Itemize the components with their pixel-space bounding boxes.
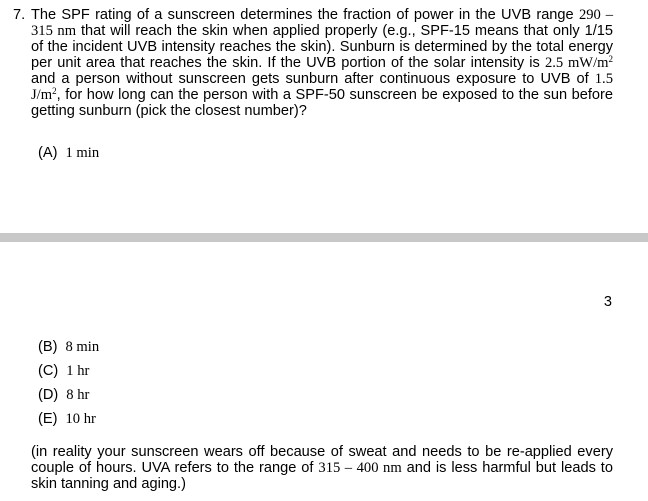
page-divider [0, 233, 648, 242]
uva-range: 315 – 400 nm [318, 460, 402, 476]
choice-label: (C) [38, 363, 59, 379]
footnote-text-part-2: and is less harmful but leads to skin tanning and aging.) [31, 460, 613, 492]
solar-intensity-value: 2.5 $mW/m^2$ [544, 54, 613, 71]
choice-e [38, 410, 96, 428]
question-text-part-4: , for how long can the person with a SPF-50 sunscreen be exposed to the sun before getting sunburn (pick the closest number)? [31, 87, 613, 119]
choice-value: 8 hr [66, 387, 90, 403]
choice-label: (A) [38, 145, 58, 161]
choice-b [38, 338, 99, 356]
sunburn-dose-value: 1.5 $J/m^2$ [31, 71, 613, 103]
footnote-text-part-1: (in reality your sunscreen wears off because of sweat and needs to be re-applied every couple of hours. UVA refers to the range of [31, 444, 613, 476]
question-7 [13, 7, 613, 119]
choice-label: (E) [38, 411, 58, 427]
question-text-part-1: The SPF rating of a sunscreen determines the fraction of power in the UVB range [31, 7, 574, 23]
choice-label: (D) [38, 387, 59, 403]
choice-c [38, 362, 89, 380]
choice-label: (B) [38, 339, 58, 355]
wavelength-range-end: 315 nm [31, 23, 77, 39]
wavelength-range-start: 290 – [578, 7, 614, 23]
choice-value: 8 min [65, 339, 100, 355]
choice-value: 1 min [65, 145, 100, 161]
question-number: 7. [13, 7, 26, 23]
question-text [31, 7, 613, 119]
choice-value: 10 hr [65, 411, 96, 427]
choice-value: 1 hr [66, 363, 90, 379]
footnote [31, 444, 613, 492]
choice-d [38, 386, 89, 404]
question-text-part-3: and a person without sunscreen gets sunburn after continuous exposure to UVB of [31, 71, 589, 87]
choice-a [38, 144, 99, 162]
question-text-part-2: that will reach the skin when applied properly (e.g., SPF-15 means that only 1/15 of the incident UVB intensity reaches the skin). Sunburn is determined by the total energy per unit area that reaches the skin. If the UVB portion of the solar intensity is [31, 23, 614, 71]
page-number: 3 [603, 294, 612, 310]
